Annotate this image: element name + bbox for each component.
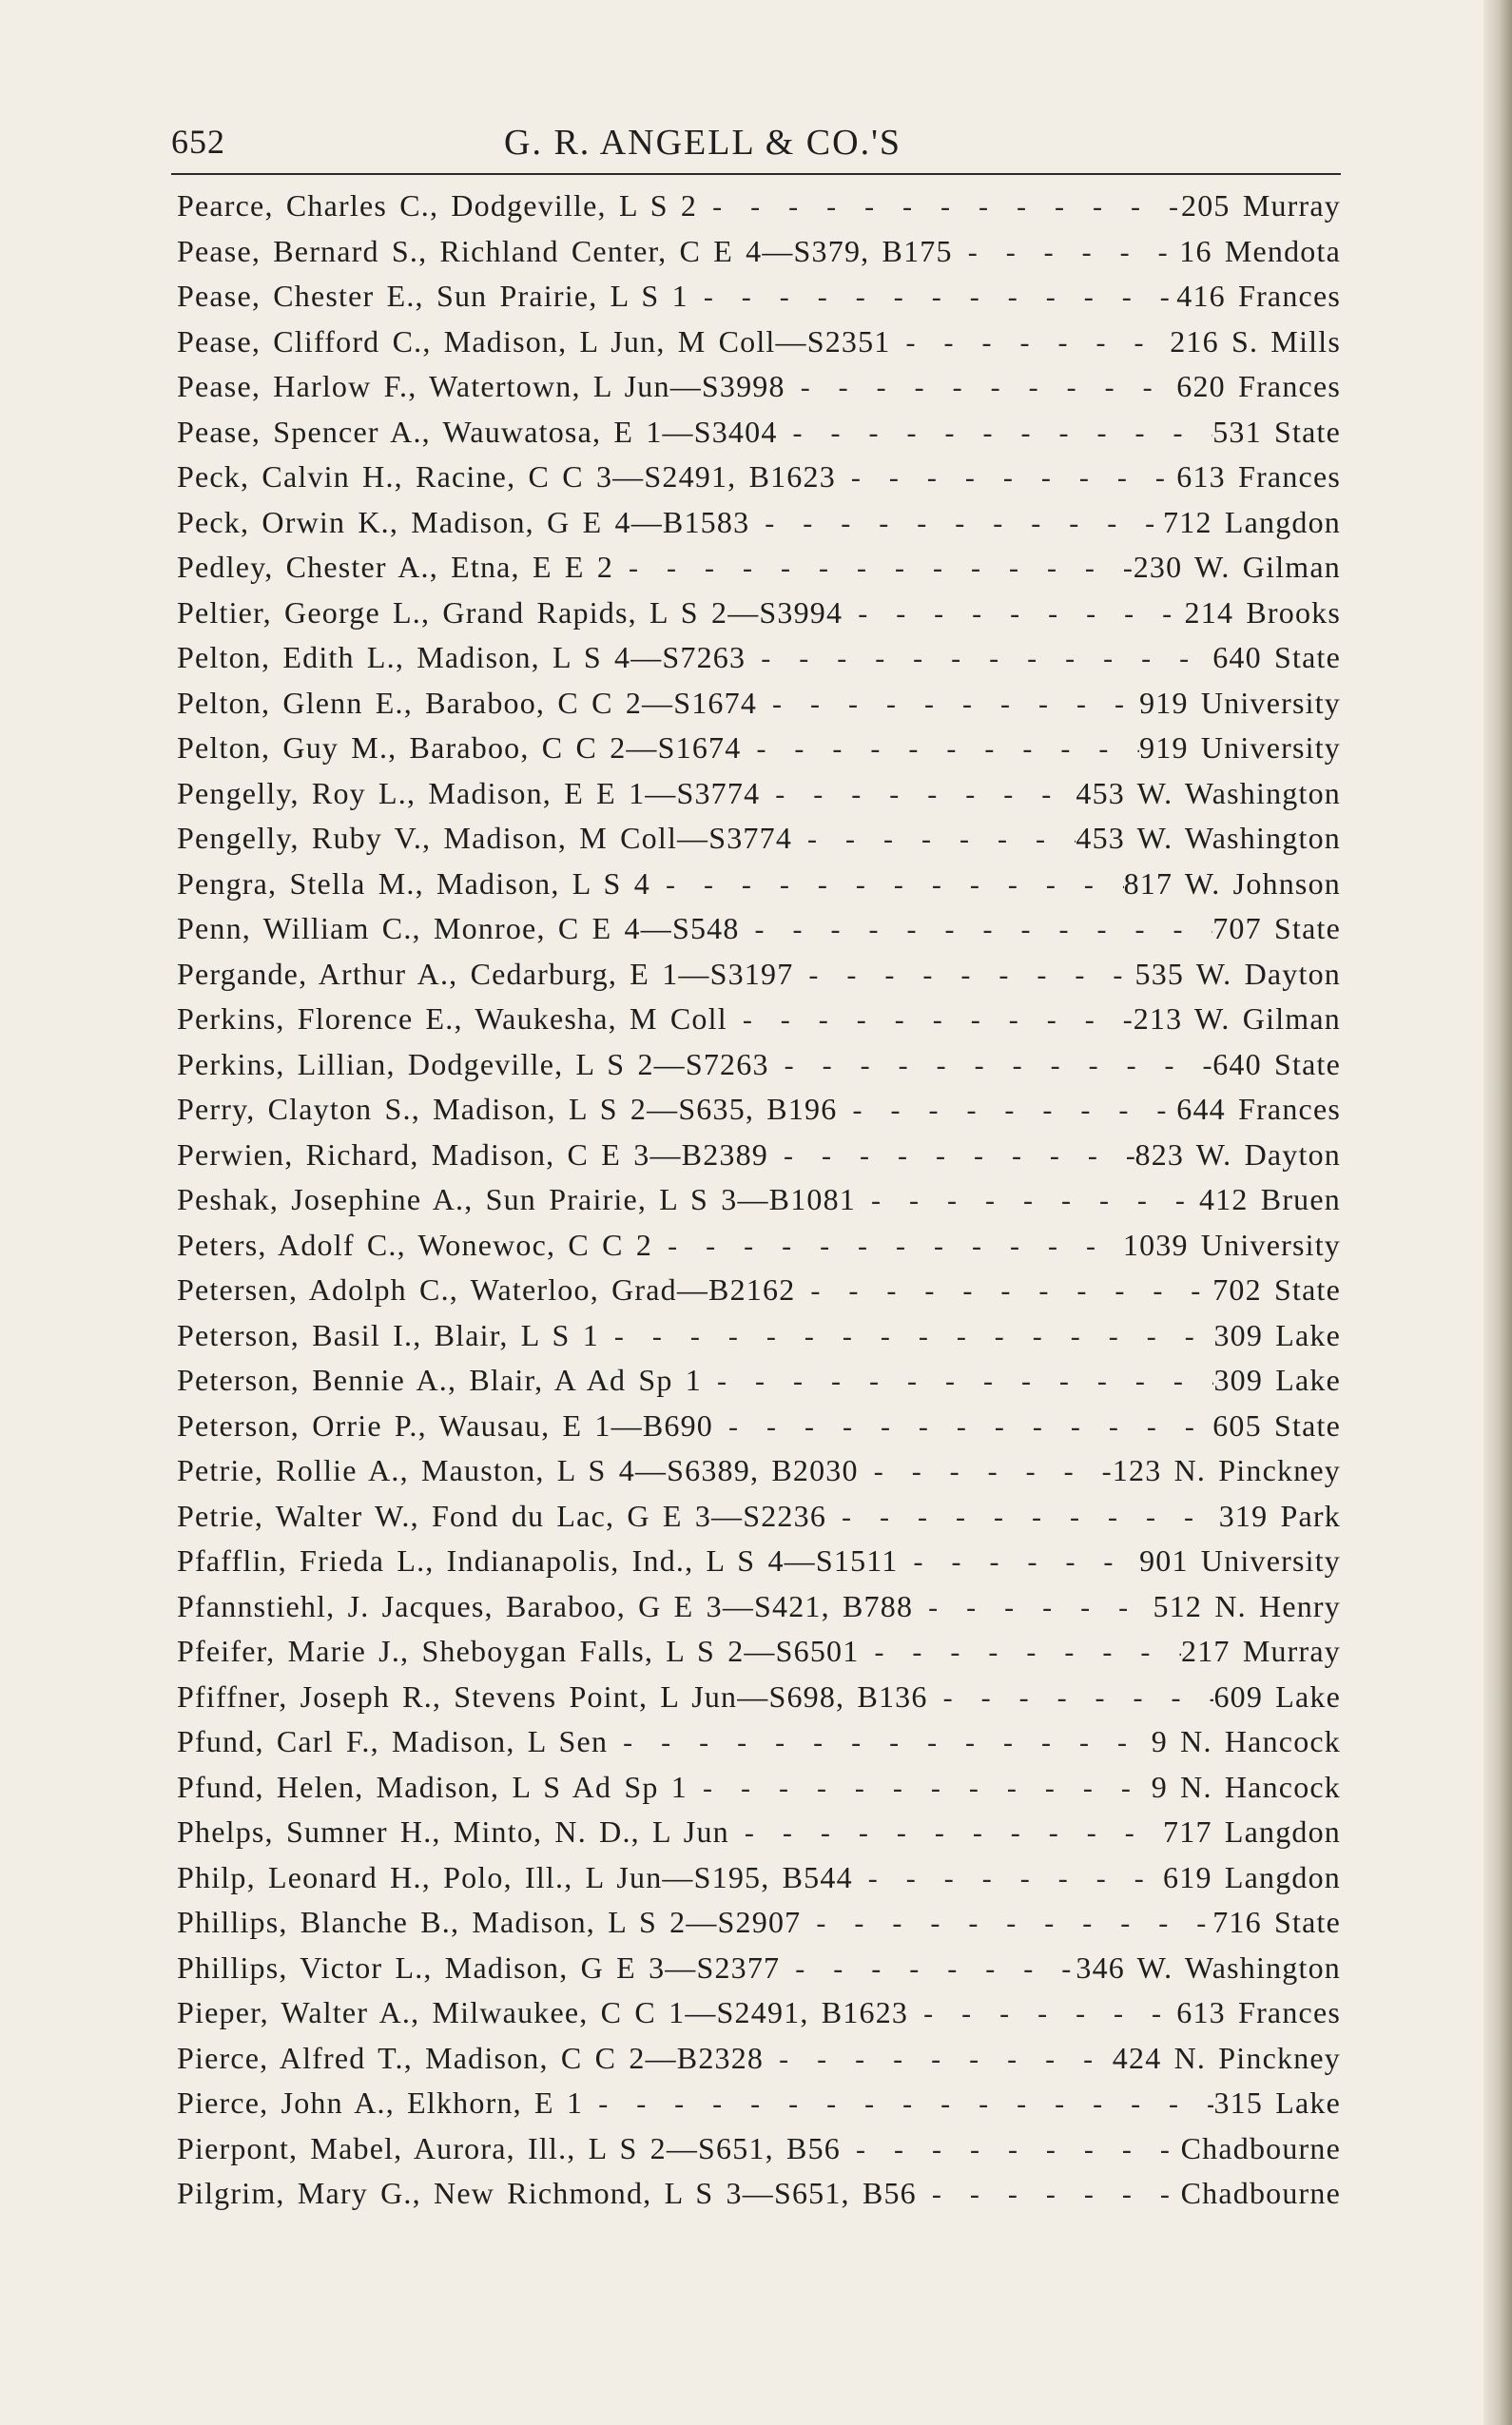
dash-leader (801, 1905, 1212, 1940)
directory-entry (177, 1092, 1341, 1137)
directory-entry (177, 911, 1341, 957)
entry-address: 613 Frances (1176, 1995, 1341, 2029)
entry-name: Pease, Chester E., Sun Prairie, L S 1 (177, 279, 688, 313)
directory-entry (177, 1679, 1341, 1725)
entry-name: Pieper, Walter A., Milwaukee, C C 1—S2491, B1623 (177, 1995, 909, 2029)
directory-entry (177, 369, 1341, 415)
dash-leader (913, 1589, 1153, 1624)
dash-leader (702, 1363, 1213, 1398)
dash-leader (795, 1272, 1212, 1308)
dash-leader (749, 505, 1163, 540)
directory-entry (177, 1543, 1341, 1589)
dash-leader (891, 324, 1171, 359)
directory-entry (177, 1408, 1341, 1454)
entry-address: 613 Frances (1176, 459, 1341, 494)
entry-name: Perkins, Lillian, Dodgeville, L S 2—S7263 (177, 1046, 769, 1081)
entry-name: Pearce, Charles C., Dodgeville, L S 2 (177, 188, 698, 223)
entry-address: 216 S. Mills (1170, 323, 1341, 359)
header-rule (171, 173, 1341, 175)
entry-address: 531 State (1212, 414, 1341, 449)
directory-entry (177, 2131, 1341, 2177)
entry-address: 217 Murray (1181, 1634, 1341, 1668)
entry-address: 416 Frances (1176, 279, 1341, 313)
dash-leader (760, 776, 1076, 811)
entry-address: 9 N. Hancock (1151, 1724, 1341, 1758)
dash-leader (908, 1995, 1176, 2030)
directory-entry (177, 1137, 1341, 1183)
entry-address: 214 Brooks (1184, 594, 1341, 630)
dash-leader (793, 957, 1134, 992)
entry-name: Pergande, Arthur A., Cedarburg, E 1—S3197 (177, 956, 794, 991)
entry-name: Pedley, Chester A., Etna, E E 2 (177, 550, 614, 584)
dash-leader (741, 730, 1139, 766)
dash-leader (608, 1724, 1152, 1759)
entry-name: Peters, Adolf C., Wonewoc, C C 2 (177, 1227, 653, 1262)
entry-address: 717 Langdon (1163, 1814, 1341, 1849)
page-header (171, 114, 1341, 171)
entry-address: 309 Lake (1213, 1363, 1341, 1397)
entry-address: 424 N. Pinckney (1112, 2040, 1341, 2075)
entry-address: 716 State (1212, 1905, 1341, 1939)
entry-name: Pfannstiehl, J. Jacques, Baraboo, G E 3—S421, B788 (177, 1588, 914, 1623)
entry-name: Pierpont, Mabel, Aurora, Ill., L S 2—S651, B56 (177, 2130, 841, 2165)
directory-entry (177, 1995, 1341, 2041)
entry-address: 319 Park (1218, 1498, 1341, 1533)
entry-name: Pfeifer, Marie J., Sheboygan Falls, L S 2—S6501 (177, 1634, 860, 1668)
dash-leader (917, 2176, 1181, 2211)
dash-leader (785, 369, 1177, 404)
entry-address: 230 W. Gilman (1133, 550, 1341, 584)
dash-leader (652, 1228, 1123, 1263)
directory-entry (177, 2086, 1341, 2131)
entry-name: Peshak, Josephine A., Sun Prairie, L S 3—B1081 (177, 1182, 856, 1216)
dash-leader (768, 1137, 1135, 1173)
entry-name: Petersen, Adolph C., Waterloo, Grad—B2162 (177, 1272, 796, 1307)
entry-name: Pelton, Glenn E., Baraboo, C C 2—S1674 (177, 685, 758, 720)
dash-leader (688, 279, 1176, 314)
directory-entry (177, 1228, 1341, 1273)
entry-address: Chadbourne (1180, 2176, 1341, 2210)
dash-leader (764, 2041, 1113, 2076)
dash-leader (953, 234, 1180, 269)
running-title: G. R. ANGELL & CO.'S (504, 123, 902, 163)
directory-entry (177, 595, 1341, 641)
entry-name: Pelton, Guy M., Baraboo, C C 2—S1674 (177, 730, 742, 765)
dash-leader (837, 1092, 1176, 1127)
entry-address: 453 W. Washington (1076, 821, 1341, 855)
directory-entry (177, 640, 1341, 686)
directory-entry (177, 188, 1341, 234)
entry-name: Pierce, Alfred T., Madison, C C 2—B2328 (177, 2040, 765, 2075)
entry-name: Peterson, Bennie A., Blair, A Ad Sp 1 (177, 1363, 703, 1397)
dash-leader (826, 1499, 1219, 1534)
entry-name: Peterson, Orrie P., Wausau, E 1—B690 (177, 1407, 713, 1443)
entry-address: 823 W. Dayton (1134, 1136, 1341, 1172)
entry-address: 1039 University (1122, 1227, 1341, 1262)
directory-entry (177, 1950, 1341, 1996)
entry-address: 919 University (1139, 685, 1341, 720)
dash-leader (859, 1453, 1113, 1488)
dash-leader (729, 1814, 1163, 1850)
entry-name: Pease, Harlow F., Watertown, L Jun—S3998 (177, 369, 785, 403)
entry-name: Philp, Leonard H., Polo, Ill., L Jun—S195, B544 (177, 1859, 853, 1894)
entry-address: 609 Lake (1213, 1678, 1341, 1714)
entry-address: 644 Frances (1176, 1092, 1341, 1126)
entry-name: Pelton, Edith L., Madison, L S 4—S7263 (177, 640, 746, 674)
entry-name: Perry, Clayton S., Madison, L S 2—S635, B196 (177, 1092, 838, 1126)
entry-name: Phillips, Victor L., Madison, G E 3—S2377 (177, 1950, 781, 1985)
entry-name: Peterson, Basil I., Blair, L S 1 (177, 1317, 599, 1352)
directory-entry (177, 730, 1341, 776)
entry-name: Peck, Orwin K., Madison, G E 4—B1583 (177, 504, 750, 539)
entry-name: Phelps, Sumner H., Minto, N. D., L Jun (177, 1814, 729, 1849)
directory-entry (177, 686, 1341, 731)
dash-leader (780, 1950, 1076, 1986)
entry-name: Pease, Clifford C., Madison, L Jun, M Coll—S2351 (177, 323, 891, 359)
dash-leader (792, 821, 1076, 856)
entry-name: Petrie, Walter W., Fond du Lac, G E 3—S2236 (177, 1498, 827, 1533)
directory-entry (177, 459, 1341, 505)
entry-address: 620 Frances (1176, 369, 1341, 403)
dash-leader (769, 1047, 1213, 1082)
dash-leader (713, 1408, 1212, 1444)
directory-entry (177, 1318, 1341, 1364)
directory-entry (177, 1814, 1341, 1860)
dash-leader (757, 686, 1139, 721)
entry-address: 453 W. Washington (1076, 775, 1341, 810)
directory-entry (177, 1770, 1341, 1815)
entry-name: Pilgrim, Mary G., New Richmond, L S 3—S651, B56 (177, 2176, 917, 2210)
entry-address: 16 Mendota (1179, 233, 1341, 268)
entry-name: Peck, Calvin H., Racine, C C 3—S2491, B1623 (177, 459, 836, 494)
entry-name: Pfund, Helen, Madison, L S Ad Sp 1 (177, 1769, 688, 1804)
entry-name: Pengelly, Ruby V., Madison, M Coll—S3774 (177, 821, 793, 855)
entry-name: Pengra, Stella M., Madison, L S 4 (177, 865, 650, 901)
dash-leader (841, 2131, 1181, 2166)
directory-entry (177, 776, 1341, 822)
directory-entry (177, 866, 1341, 912)
entry-address: 640 State (1212, 640, 1341, 674)
entry-address: 346 W. Washington (1076, 1950, 1341, 1985)
entry-address: 919 University (1139, 730, 1341, 765)
directory-entry (177, 1001, 1341, 1047)
entry-name: Pengelly, Roy L., Madison, E E 1—S3774 (177, 775, 761, 810)
entry-address: 309 Lake (1213, 1317, 1341, 1352)
entry-name: Peltier, George L., Grand Rapids, L S 2—S3994 (177, 594, 843, 630)
dash-leader (856, 1182, 1199, 1217)
directory-entry (177, 2176, 1341, 2221)
entry-name: Petrie, Rollie A., Mauston, L S 4—S6389, B2030 (177, 1453, 859, 1487)
directory-entry (177, 324, 1341, 370)
entry-name: Penn, William C., Monroe, C E 4—S548 (177, 911, 740, 945)
directory-entry (177, 2041, 1341, 2086)
dash-leader (688, 1770, 1152, 1805)
directory-entry (177, 415, 1341, 460)
entry-address: 619 Langdon (1163, 1859, 1341, 1894)
entry-name: Pfafflin, Frieda L., Indianapolis, Ind., L S 4—S1511 (177, 1543, 899, 1578)
dash-leader (746, 640, 1212, 675)
dash-leader (697, 188, 1181, 223)
dash-leader (898, 1543, 1139, 1579)
dash-leader (853, 1860, 1163, 1895)
directory-entry (177, 550, 1341, 595)
dash-leader (740, 911, 1213, 946)
directory-entry (177, 1453, 1341, 1499)
entry-address: Chadbourne (1180, 2130, 1341, 2165)
dash-leader (836, 459, 1176, 495)
entry-address: 707 State (1212, 911, 1341, 945)
entry-address: 213 W. Gilman (1133, 1001, 1341, 1036)
entry-name: Pierce, John A., Elkhorn, E 1 (177, 2086, 584, 2120)
entry-address: 712 Langdon (1163, 504, 1341, 539)
directory-entry (177, 1047, 1341, 1093)
page-edge-shadow (1483, 0, 1512, 2425)
entry-address: 205 Murray (1181, 188, 1341, 223)
entry-address: 9 N. Hancock (1151, 1769, 1341, 1804)
dash-leader (599, 1318, 1214, 1353)
entry-address: 901 University (1139, 1543, 1341, 1578)
dash-leader (613, 550, 1134, 585)
entry-address: 512 N. Henry (1153, 1588, 1341, 1623)
entry-address: 817 W. Johnson (1123, 865, 1341, 901)
entry-address: 702 State (1212, 1272, 1341, 1307)
directory-entry (177, 1182, 1341, 1228)
entry-name: Perwien, Richard, Madison, C E 3—B2389 (177, 1136, 768, 1172)
directory-entry (177, 279, 1341, 324)
directory-entry (177, 821, 1341, 866)
entry-address: 605 State (1212, 1407, 1341, 1443)
directory-entry (177, 957, 1341, 1002)
dash-leader (843, 595, 1184, 630)
page-number: 652 (171, 123, 225, 161)
directory-entry (177, 1499, 1341, 1544)
directory-entry (177, 234, 1341, 280)
dash-leader (778, 415, 1213, 450)
entry-address: 123 N. Pinckney (1112, 1453, 1341, 1487)
directory-entry (177, 1724, 1341, 1770)
entry-name: Pease, Bernard S., Richland Center, C E 4—S379, B175 (177, 233, 953, 268)
directory-entry (177, 1272, 1341, 1318)
entry-address: 315 Lake (1213, 2086, 1341, 2120)
dash-leader (859, 1634, 1181, 1669)
dash-leader (727, 1001, 1134, 1037)
directory-entry (177, 1860, 1341, 1906)
directory-entries (177, 188, 1341, 2221)
entry-address: 412 Bruen (1198, 1182, 1341, 1216)
entry-name: Pfiffner, Joseph R., Stevens Point, L Jun—S698, B136 (177, 1678, 928, 1714)
entry-address: 640 State (1212, 1046, 1341, 1081)
entry-address: 535 W. Dayton (1134, 956, 1341, 991)
entry-name: Phillips, Blanche B., Madison, L S 2—S2907 (177, 1905, 802, 1939)
directory-entry (177, 505, 1341, 551)
entry-name: Perkins, Florence E., Waukesha, M Coll (177, 1001, 727, 1036)
directory-entry (177, 1634, 1341, 1679)
directory-entry (177, 1905, 1341, 1950)
dash-leader (583, 2086, 1213, 2121)
directory-entry (177, 1363, 1341, 1408)
entry-name: Pfund, Carl F., Madison, L Sen (177, 1724, 609, 1758)
dash-leader (928, 1679, 1214, 1715)
dash-leader (650, 866, 1124, 902)
entry-name: Pease, Spencer A., Wauwatosa, E 1—S3404 (177, 414, 778, 449)
directory-entry (177, 1589, 1341, 1635)
